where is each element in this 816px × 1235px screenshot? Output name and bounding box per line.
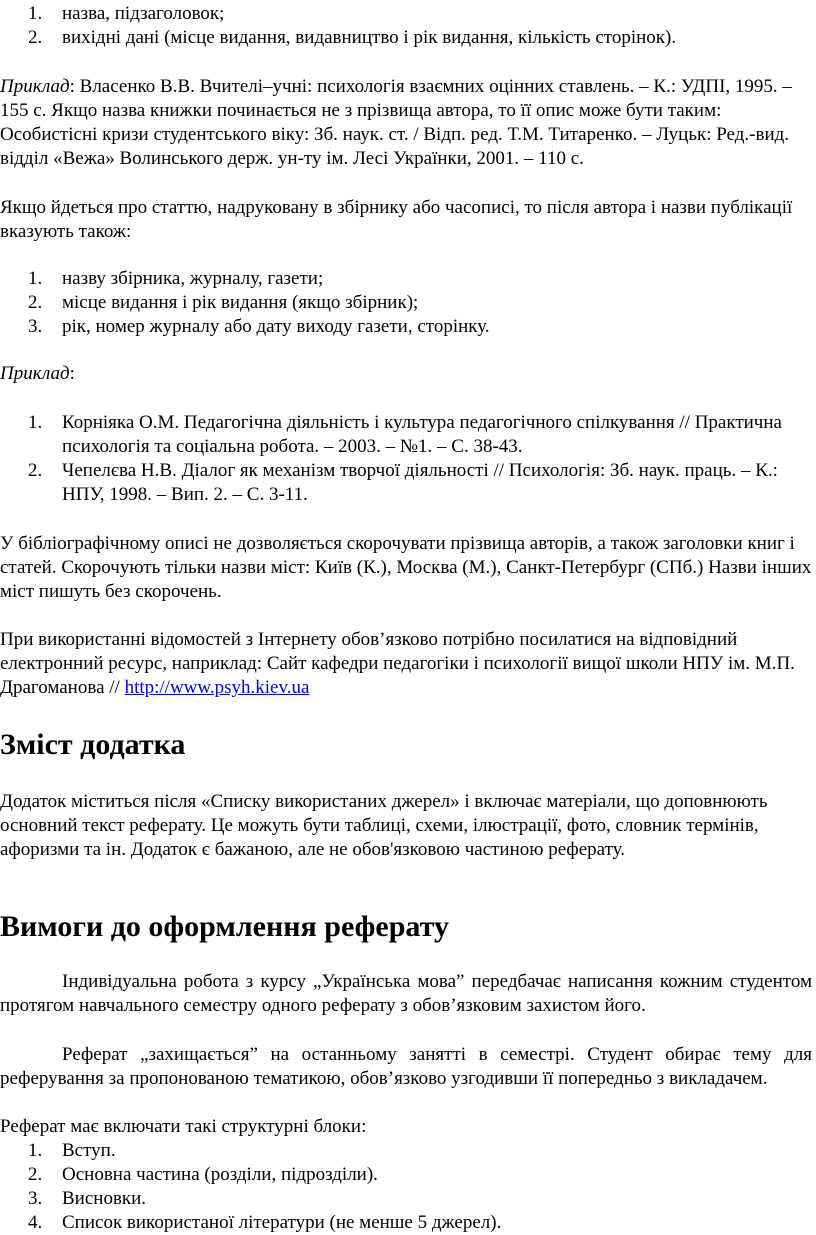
- list-item: 1. назва, підзаголовок;: [28, 3, 225, 24]
- article-fields-list: [0, 267, 812, 339]
- structural-blocks-list: [0, 1139, 812, 1235]
- appendix-heading: Зміст додатка: [0, 728, 186, 761]
- appendix-paragraph: Додаток міститься після «Списку використаних джерел» і включає матеріали, що доповнюють основний текст реферату. Це можуть бути таблиці, схеми, ілюстрації, фото, словник термінів, афоризми та ін. Додаток є бажаною, але не обов'язковою частиною реферату.: [0, 791, 768, 860]
- example-label: Приклад: [0, 363, 70, 384]
- website-link[interactable]: http://www.psyh.kiev.ua: [124, 677, 310, 698]
- internet-source-paragraph: При використанні відомостей з Інтернету обов’язково потрібно посилатися на відповідний електронний ресурс, наприклад: Сайт кафедри педагогіки і психології вищої школи НПУ ім. М.П. Драгоманова // http://www.psyh.kiev.ua: [0, 629, 795, 698]
- list-item: 2. Основна частина (розділи, підрозділи).: [28, 1164, 378, 1185]
- requirements-paragraph-1: Індивідуальна робота з курсу „Українська мова” передбачає написання кожним студентом протягом навчального семестру одного реферату з обов’язковим захистом його.: [0, 971, 812, 1016]
- requirements-paragraph-2: Реферат „захищається” на останньому занятті в семестрі. Студент обирає тему для реферування за пропонованою тематикою, обов’язково узгодивши її попередньо з викладачем.: [0, 1044, 812, 1089]
- example-book-paragraph: Приклад: Власенко В.В. Вчителі–учні: психологія взаємних оцінних ставлень. – К.: УДПІ, 1995. – 155 с. Якщо назва книжки починається не з прізвища автора, то її опис може бути таким: Особистісні кризи студентського віку: Зб. наук. ст. / Відп. ред. Т.М. Титаренко. – Луцьк: Ред.-вид. відділ «Вежа» Волинського держ. ун-ту ім. Лесі Українки, 2001. – 110 с.: [0, 76, 792, 169]
- article-intro-paragraph: Якщо йдеться про статтю, надруковану в збірнику або часописі, то після автора і назви публікації вказують також:: [0, 197, 793, 242]
- article-examples-list: [0, 411, 812, 507]
- list-item: 3. Висновки.: [28, 1188, 147, 1209]
- example-label-paragraph: Приклад:: [0, 363, 75, 384]
- requirements-heading: Вимоги до оформлення реферату: [0, 910, 449, 943]
- list-item: 2. Чепелєва Н.В. Діалог як механізм творчої діяльності // Психологія: Зб. наук. праць. – К.: НПУ, 1998. – Вип. 2. – С. 3-11.: [28, 460, 778, 505]
- list-item: 1. назву збірника, журналу, газети;: [28, 268, 324, 289]
- list-item: 1. Корніяка О.М. Педагогічна діяльність і культура педагогічного спілкування // Практична психологія та соціальна робота. – 2003. – №1. – С. 38-43.: [28, 412, 782, 457]
- list-item: 4. Список використаної літератури (не менше 5 джерел).: [28, 1212, 502, 1233]
- list-item: 1. Вступ.: [28, 1140, 116, 1161]
- list-item: 2. вихідні дані (місце видання, видавництво і рік видання, кількість сторінок).: [28, 27, 677, 48]
- list-item: 3. рік, номер журналу або дату виходу газети, сторінку.: [28, 316, 490, 337]
- bibliography-elements-list: [0, 2, 812, 50]
- abbreviation-paragraph: У бібліографічному описі не дозволяється скорочувати прізвища авторів, а також заголовки книг і статей. Скорочують тільки назви міст: Київ (К.), Москва (М.), Санкт-Петербург (СПб.) Назви інших міст пишуть без скорочень.: [0, 533, 812, 602]
- list-item: 2. місце видання і рік видання (якщо збірник);: [28, 292, 419, 313]
- example-label: Приклад: [0, 76, 70, 97]
- requirements-paragraph-3: Реферат має включати такі структурні блоки:: [0, 1116, 367, 1137]
